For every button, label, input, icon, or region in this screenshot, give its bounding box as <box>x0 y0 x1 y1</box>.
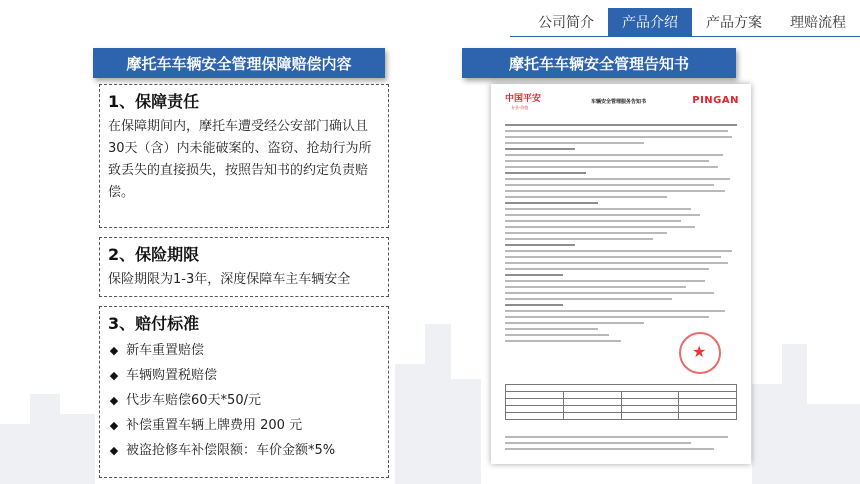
pingan-logo-en: PINGAN <box>692 95 739 106</box>
list-item <box>108 363 380 388</box>
insurance-period-body: 保险期限为1-3年，深度保障车主车辆安全 <box>108 272 351 287</box>
document-header <box>491 84 751 110</box>
diamond-bullet-icon: ◆ <box>109 394 119 407</box>
list-item <box>108 388 380 413</box>
document-footer <box>505 436 737 454</box>
nav-item-claim-process[interactable]: 理赔流程 <box>790 15 846 31</box>
list-item-text: 补偿重置车辆上牌费用 200 元 <box>126 418 303 433</box>
coverage-liability-body: 在保障期间内，摩托车遭受经公安部门确认且30天（含）内未能破案的、盗窃、抢劫行为所致丢失的直接损失，按照告知书的约定负责赔偿。 <box>108 119 372 200</box>
diamond-bullet-icon: ◆ <box>109 419 119 432</box>
list-item-text: 被盗抢修车补偿限额：车价金额*5% <box>126 443 336 458</box>
coverage-liability-title: 1、保障责任 <box>108 92 200 111</box>
pingan-logo-slogan: 专业·价值 <box>511 105 529 110</box>
nav-item-product-intro[interactable]: 产品介绍 <box>608 8 692 36</box>
compensation-list <box>108 338 380 463</box>
top-nav <box>524 8 860 36</box>
pingan-logo-cn: 中国平安 <box>505 94 542 104</box>
list-item <box>108 438 380 463</box>
compensation-standard-title: 3、赔付标准 <box>108 314 200 333</box>
document-text-block <box>505 124 737 346</box>
list-item <box>108 338 380 363</box>
document-info-table <box>505 384 737 420</box>
seal-star-icon: ★ <box>692 342 707 361</box>
insurance-period-title: 2、保险期限 <box>108 245 200 264</box>
nav-divider <box>510 36 860 37</box>
coverage-liability-box <box>99 84 389 228</box>
nav-item-company-intro[interactable]: 公司简介 <box>538 15 594 31</box>
document-title: 车辆安全管理服务告知书 <box>591 99 647 105</box>
insurance-period-box <box>99 237 389 297</box>
diamond-bullet-icon: ◆ <box>109 444 119 457</box>
list-item-text: 代步车赔偿60天*50/元 <box>126 393 261 408</box>
diamond-bullet-icon: ◆ <box>109 369 119 382</box>
coverage-banner: 摩托车车辆安全管理保障赔偿内容 <box>93 48 385 78</box>
diamond-bullet-icon: ◆ <box>109 344 119 357</box>
list-item <box>108 413 380 438</box>
nav-item-product-plan[interactable]: 产品方案 <box>706 15 762 31</box>
notice-banner: 摩托车车辆安全管理告知书 <box>462 48 736 78</box>
list-item-text: 新车重置赔偿 <box>126 343 205 358</box>
list-item-text: 车辆购置税赔偿 <box>126 368 218 383</box>
compensation-standard-box <box>99 306 389 478</box>
notice-document-image <box>491 84 751 464</box>
